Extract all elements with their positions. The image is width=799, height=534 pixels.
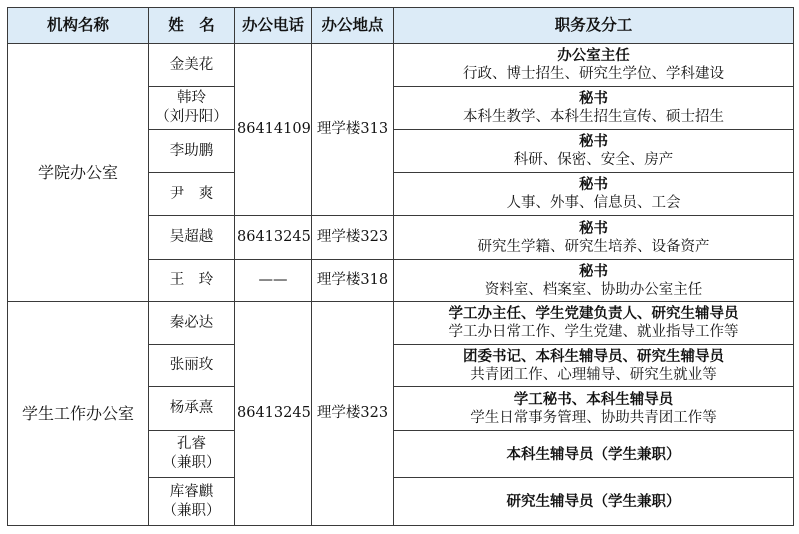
duties-cell: 秘书 研究生学籍、研究生培养、设备资产 bbox=[394, 216, 794, 260]
phone-cell: —— bbox=[235, 260, 312, 302]
phone-cell: 86414109 bbox=[235, 44, 312, 216]
table-row bbox=[8, 44, 794, 87]
name-cell: 吴超越 bbox=[149, 216, 235, 260]
location-cell: 理学楼323 bbox=[312, 216, 394, 260]
name-cell: 韩玲 （刘丹阳） bbox=[149, 87, 235, 130]
name-cell: 金美花 bbox=[149, 44, 235, 87]
duties-cell: 秘书 科研、保密、安全、房产 bbox=[394, 130, 794, 173]
location-cell: 理学楼318 bbox=[312, 260, 394, 302]
duties-cell: 学工办主任、学生党建负责人、研究生辅导员 学工办日常工作、学生党建、就业指导工作等 bbox=[394, 302, 794, 345]
phone-cell: 86413245 bbox=[235, 302, 312, 526]
name-cell: 张丽玫 bbox=[149, 345, 235, 387]
table-row bbox=[8, 302, 794, 345]
header-row bbox=[8, 8, 794, 44]
phone-cell: 86413245 bbox=[235, 216, 312, 260]
header-phone: 办公电话 bbox=[235, 8, 312, 44]
duties-cell: 秘书 人事、外事、信息员、工会 bbox=[394, 173, 794, 216]
name-cell: 杨承熹 bbox=[149, 387, 235, 431]
name-cell: 尹 爽 bbox=[149, 173, 235, 216]
name-cell: 库睿麒 （兼职） bbox=[149, 478, 235, 526]
name-cell: 孔睿 （兼职） bbox=[149, 431, 235, 478]
name-cell: 王 玲 bbox=[149, 260, 235, 302]
location-cell: 理学楼323 bbox=[312, 302, 394, 526]
duties-cell: 秘书 资料室、档案室、协助办公室主任 bbox=[394, 260, 794, 302]
location-cell: 理学楼313 bbox=[312, 44, 394, 216]
duties-cell: 研究生辅导员（学生兼职） bbox=[394, 478, 794, 526]
header-duties: 职务及分工 bbox=[394, 8, 794, 44]
header-location: 办公地点 bbox=[312, 8, 394, 44]
duties-cell: 本科生辅导员（学生兼职） bbox=[394, 431, 794, 478]
header-org: 机构名称 bbox=[8, 8, 149, 44]
org-cell: 学生工作办公室 bbox=[8, 302, 149, 526]
name-cell: 李助鹏 bbox=[149, 130, 235, 173]
duties-cell: 办公室主任 行政、博士招生、研究生学位、学科建设 bbox=[394, 44, 794, 87]
header-name: 姓 名 bbox=[149, 8, 235, 44]
name-cell: 秦必达 bbox=[149, 302, 235, 345]
duties-cell: 学工秘书、本科生辅导员 学生日常事务管理、协助共青团工作等 bbox=[394, 387, 794, 431]
duties-cell: 团委书记、本科生辅导员、研究生辅导员 共青团工作、心理辅导、研究生就业等 bbox=[394, 345, 794, 387]
duties-cell: 秘书 本科生教学、本科生招生宣传、硕士招生 bbox=[394, 87, 794, 130]
org-cell: 学院办公室 bbox=[8, 44, 149, 302]
staff-directory-table bbox=[7, 7, 794, 526]
